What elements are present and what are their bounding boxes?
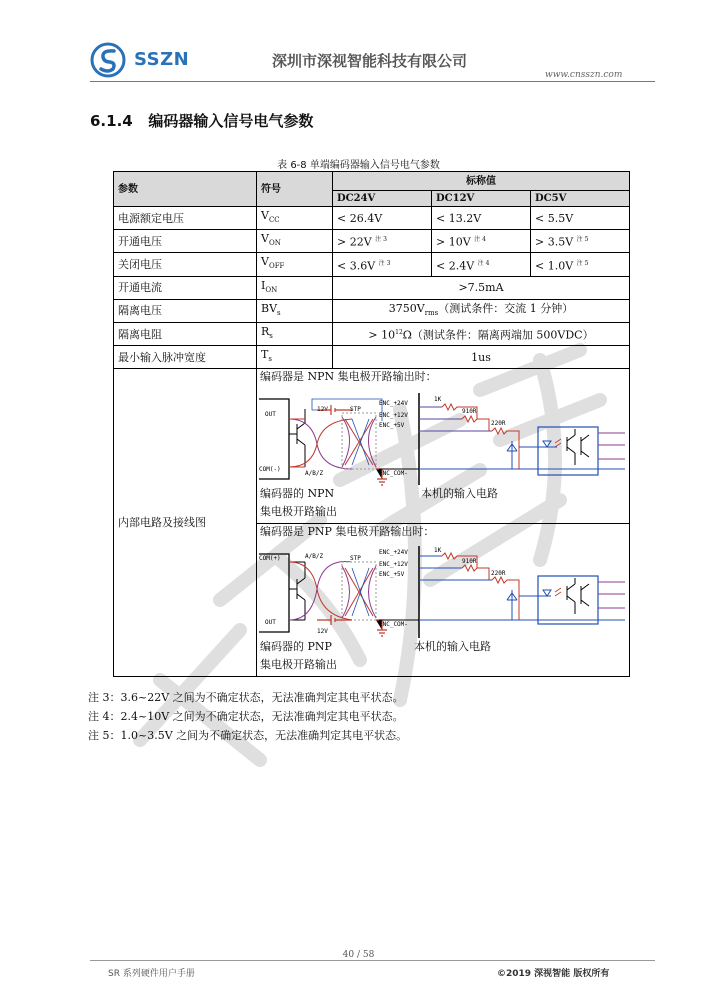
value-dc12: < 2.4V $^{注 4}$	[432, 253, 531, 276]
resistor-910r-icon	[462, 416, 489, 431]
npn-captions	[257, 487, 629, 523]
table-header-row	[114, 172, 630, 191]
table-row	[114, 230, 630, 253]
header-dc5: DC5V	[531, 191, 630, 207]
note-3: 注 3：3.6~22V 之间为不确定状态，无法准确判定其电平状态。	[88, 691, 404, 704]
table-row	[114, 207, 630, 230]
value-dc24: > 22V $^{注 3}$	[333, 230, 432, 253]
header-nominal: 标称值	[333, 172, 630, 191]
page-number: 40 / 58	[342, 950, 375, 960]
pnp-right-caption: 本机的输入电路	[414, 640, 491, 654]
value-dc5: < 1.0V $^{注 5}$	[531, 253, 630, 276]
brand-name: SSZN	[134, 49, 190, 70]
label-220r: 220R	[491, 570, 506, 578]
value-dc24: < 26.4V	[333, 207, 432, 230]
symbol-cell: $V_{OFF}$	[257, 253, 333, 276]
battery-icon	[317, 615, 352, 625]
electrical-parameters-table	[113, 171, 630, 677]
param-cell: 电源额定电压	[114, 207, 257, 230]
table-row	[114, 322, 630, 345]
label-out: OUT	[265, 411, 276, 419]
npn-right-caption: 本机的输入电路	[421, 487, 498, 501]
table-row	[114, 253, 630, 276]
header-dc12: DC12V	[432, 191, 531, 207]
led-icon	[543, 441, 551, 447]
wire-com	[289, 562, 352, 620]
param-cell: 开通电压	[114, 230, 257, 253]
resistor-220r-icon	[492, 577, 519, 620]
website: www.cnsszn.com	[545, 70, 623, 80]
symbol-cell: $I_{ON}$	[257, 276, 333, 299]
note-ref: 注 5	[576, 236, 589, 244]
phototransistor-icon	[567, 578, 575, 614]
optocoupler-box	[538, 427, 598, 475]
label-enc5: ENC_+5V	[379, 422, 405, 430]
header-symbol: 符号	[257, 172, 333, 207]
label-out: OUT	[265, 619, 276, 627]
header-param: 参数	[114, 172, 257, 207]
param-cell: 开通电流	[114, 276, 257, 299]
label-enccom: ENC_COM-	[379, 470, 408, 478]
table-caption: 表 6-8 单端编码器输入信号电气参数	[277, 160, 440, 171]
label-com-pos: COM(+)	[259, 555, 281, 563]
param-cell: 关闭电压	[114, 253, 257, 276]
note-ref: 注 3	[378, 259, 391, 267]
value-merged: $3750V_{rms}$（测试条件：交流 1 分钟）	[333, 299, 630, 322]
note-ref: 注 4	[477, 259, 490, 267]
label-enc12: ENC_+12V	[379, 561, 408, 569]
label-12v: 12V	[317, 628, 328, 636]
npn-left-caption-2: 集电极开路输出	[260, 505, 337, 519]
manual-title: SR 系列硬件用户手册	[108, 969, 195, 979]
symbol-cell: $V_{ON}$	[257, 230, 333, 253]
circuit-param-cell: 内部电路及接线图	[114, 369, 257, 677]
label-910r: 910R	[462, 558, 477, 566]
pnp-heading: 编码器是 PNP 集电极开路输出时：	[260, 525, 435, 539]
symbol-cell: $V_{CC}$	[257, 207, 333, 230]
table-row	[114, 276, 630, 299]
pnp-diagram-cell	[257, 524, 630, 677]
header-dc24: DC24V	[333, 191, 432, 207]
wire-com	[289, 419, 352, 467]
symbol-cell: $R_s$	[257, 322, 333, 345]
sszn-logo-icon	[90, 42, 126, 78]
label-1k: 1K	[434, 547, 442, 555]
label-enc5: ENC_+5V	[379, 571, 405, 579]
label-abz: A/B/Z	[305, 553, 324, 561]
value-merged: >7.5mA	[333, 276, 630, 299]
value-dc12: < 13.2V	[432, 207, 531, 230]
wire-signal	[289, 562, 352, 620]
label-stp: STP	[350, 406, 361, 414]
note-ref: 注 5	[576, 259, 589, 267]
value-dc5: > 3.5V $^{注 5}$	[531, 230, 630, 253]
label-enc12: ENC_+12V	[379, 412, 408, 420]
param-cell: 隔离电压	[114, 299, 257, 322]
npn-diagram-cell	[257, 369, 630, 524]
footer-rule	[90, 960, 655, 961]
symbol-cell: $T_s$	[257, 346, 333, 369]
table-row	[114, 346, 630, 369]
phototransistor-icon	[567, 429, 575, 465]
label-910r: 910R	[462, 408, 477, 416]
value-merged: 1us	[333, 346, 630, 369]
npn-heading: 编码器是 NPN 集电极开路输出时：	[260, 370, 437, 384]
table-row	[114, 299, 630, 322]
table-row-circuit-npn	[114, 369, 630, 524]
copyright: ©2019 深视智能 版权所有	[497, 969, 610, 979]
section-title: 6.1.4 编码器输入信号电气参数	[90, 112, 314, 130]
label-220r: 220R	[491, 420, 506, 428]
diode-icon	[507, 441, 517, 469]
param-cell: 隔离电阻	[114, 322, 257, 345]
npn-wiring-diagram	[257, 389, 625, 487]
npn-left-caption-1: 编码器的 NPN	[260, 487, 335, 501]
value-dc5: < 5.5V	[531, 207, 630, 230]
symbol-cell: $BV_s$	[257, 299, 333, 322]
led-icon	[543, 590, 551, 596]
header-rule	[90, 81, 655, 82]
pnp-left-caption-2: 集电极开路输出	[260, 658, 337, 672]
note-5: 注 5：1.0~3.5V 之间为不确定状态，无法准确判定其电平状态。	[88, 729, 408, 742]
pnp-wiring-diagram	[257, 544, 625, 640]
pnp-captions	[257, 640, 629, 676]
wire-signal	[289, 419, 352, 469]
diode-icon	[507, 590, 517, 620]
company-name: 深圳市深视智能科技有限公司	[272, 52, 468, 70]
param-cell: 最小输入脉冲宽度	[114, 346, 257, 369]
label-stp: STP	[350, 555, 361, 563]
note-ref: 注 3	[375, 236, 387, 244]
label-abz: A/B/Z	[305, 470, 324, 478]
label-enc24: ENC_+24V	[379, 400, 408, 408]
value-dc24: < 3.6V $^{注 3}$	[333, 253, 432, 276]
value-merged: > $10^{12}\Omega$（测试条件：隔离两端加 500VDC）	[333, 322, 630, 345]
note-4: 注 4：2.4~10V 之间为不确定状态，无法准确判定其电平状态。	[88, 710, 404, 723]
label-enccom: ENC_COM-	[379, 621, 408, 629]
optocoupler-box	[538, 576, 598, 624]
pnp-left-caption-1: 编码器的 PNP	[260, 640, 332, 654]
label-enc24: ENC_+24V	[379, 549, 408, 557]
label-1k: 1K	[434, 396, 442, 404]
resistor-910r-icon	[462, 565, 489, 580]
label-com-neg: COM(-)	[259, 466, 281, 474]
value-dc12: > 10V $^{注 4}$	[432, 230, 531, 253]
note-ref: 注 4	[474, 236, 486, 244]
